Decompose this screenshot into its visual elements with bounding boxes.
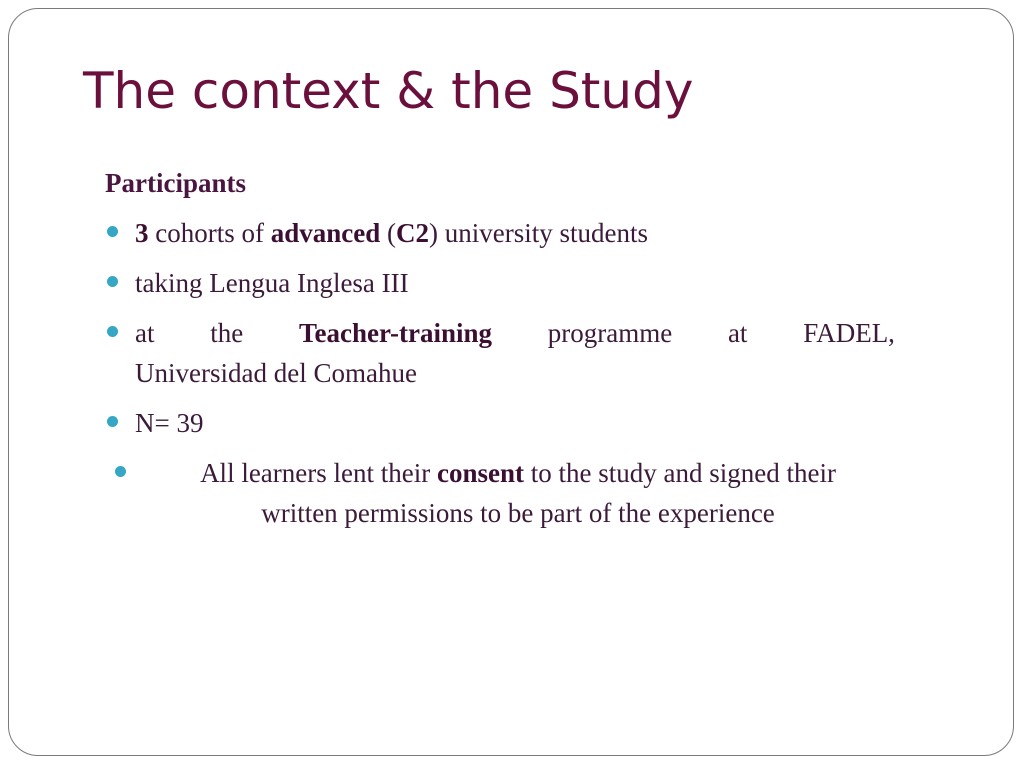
bullet-text-line1: All learners lent their consent to the study and signed their (200, 458, 836, 488)
bullet-list (105, 213, 895, 533)
bullet-text (135, 313, 895, 393)
bullet-text: N= 39 (135, 408, 204, 438)
bullet-text-line2: written permissions to be part of the experience (261, 498, 775, 528)
bullet-dot-icon (107, 326, 118, 337)
bullet-item-count (105, 403, 895, 443)
slide-frame (8, 8, 1014, 756)
section-heading: Participants (105, 168, 246, 198)
bullet-item-cohorts (105, 213, 895, 253)
bullet-dot-icon (107, 226, 118, 237)
bullet-text-line1: at the Teacher-training programme at FADEL, (135, 318, 895, 348)
slide-title: The context & the Study (83, 62, 694, 120)
bullet-item-programme (105, 313, 895, 393)
bullet-item-consent (105, 453, 895, 533)
bullet-dot-icon (115, 466, 126, 477)
bullet-text-line2: Universidad del Comahue (135, 358, 417, 388)
bullet-item-course (105, 263, 895, 303)
bullet-text: 3 cohorts of advanced (C2) university students (135, 218, 648, 248)
slide-body (105, 163, 895, 543)
bullet-dot-icon (107, 416, 118, 427)
bullet-text: taking Lengua Inglesa III (135, 268, 409, 298)
bullet-dot-icon (107, 276, 118, 287)
bullet-text (141, 453, 895, 533)
